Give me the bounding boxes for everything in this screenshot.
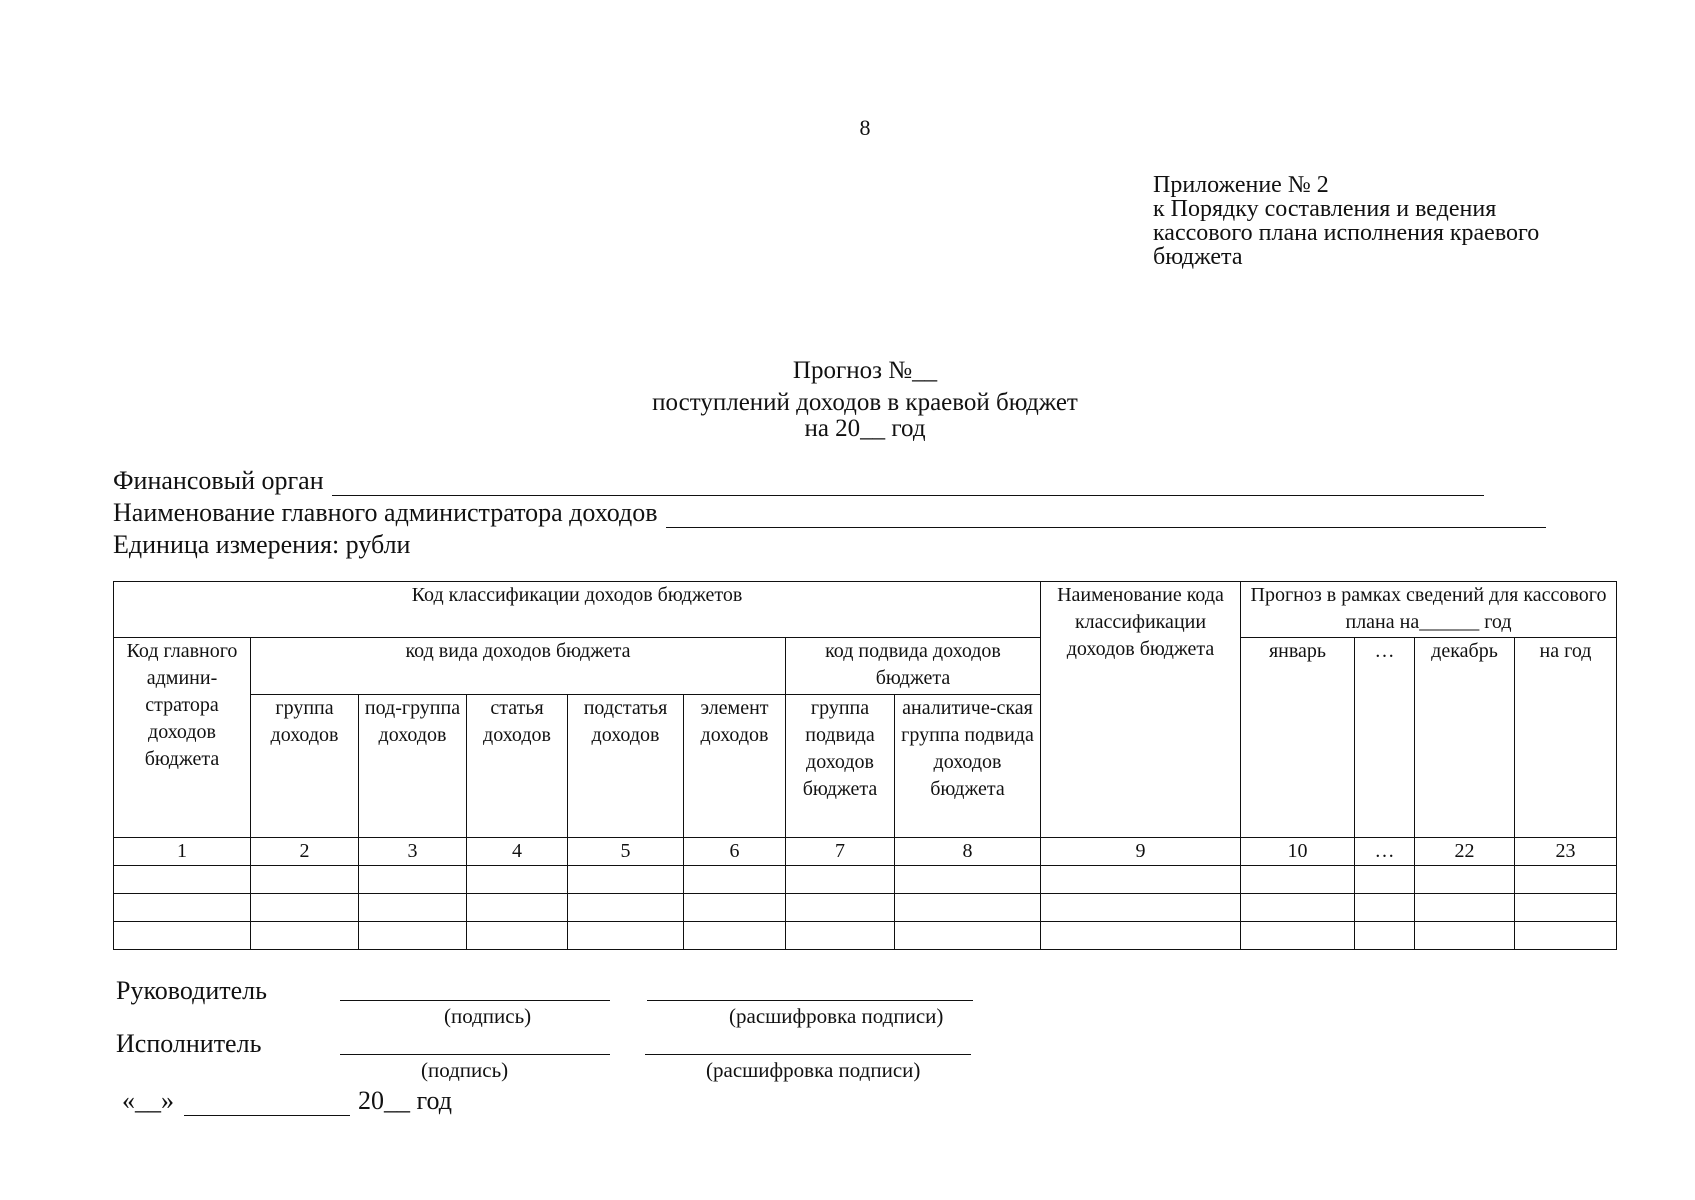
table-cell — [1515, 894, 1617, 922]
table-cell — [1241, 866, 1355, 894]
table-cell — [684, 894, 786, 922]
appendix-line-3: кассового плана исполнения краевого — [1153, 220, 1540, 246]
table-cell — [114, 866, 251, 894]
table-cell — [786, 894, 895, 922]
date-month-blank — [184, 1093, 350, 1116]
head-label: Руководитель — [116, 976, 267, 1005]
column-number: 9 — [1041, 838, 1241, 866]
header-income-element: элемент доходов — [684, 695, 786, 838]
table-cell — [1415, 866, 1515, 894]
header-income-group: группа доходов — [251, 695, 359, 838]
column-number: 23 — [1515, 838, 1617, 866]
header-december: декабрь — [1415, 638, 1515, 838]
appendix-line-2: к Порядку составления и ведения — [1153, 196, 1497, 222]
document-title: Прогноз №__ — [792, 357, 938, 384]
table-row — [114, 866, 1617, 894]
unit-label: Единица измерения: рубли — [113, 530, 411, 559]
document-subtitle: поступлений доходов в краевой бюджет — [652, 389, 1078, 416]
column-number: 8 — [895, 838, 1041, 866]
appendix-line-1: Приложение № 2 — [1153, 172, 1329, 198]
header-income-article: статья доходов — [467, 695, 568, 838]
table-cell — [1515, 922, 1617, 950]
head-signature-caption: (подпись) — [444, 1004, 532, 1028]
table-cell — [568, 894, 684, 922]
table-cell — [1355, 866, 1415, 894]
table-cell — [1415, 922, 1515, 950]
table-cell — [568, 866, 684, 894]
executor-label: Исполнитель — [116, 1029, 262, 1058]
column-number-row — [114, 838, 1617, 866]
table-row — [114, 922, 1617, 950]
table-cell — [786, 922, 895, 950]
column-number: 7 — [786, 838, 895, 866]
table-cell — [1041, 866, 1241, 894]
table-cell — [1515, 866, 1617, 894]
table-cell — [895, 922, 1041, 950]
table-cell — [895, 894, 1041, 922]
table-cell — [359, 866, 467, 894]
date-field — [122, 1086, 452, 1116]
executor-decoding-line — [645, 1054, 971, 1055]
table-cell — [467, 922, 568, 950]
header-kind-code: код вида доходов бюджета — [251, 638, 786, 695]
table-cell — [684, 866, 786, 894]
column-number: 4 — [467, 838, 568, 866]
column-number: 2 — [251, 838, 359, 866]
column-number: 6 — [684, 838, 786, 866]
finance-org-label: Финансовый орган — [113, 466, 324, 495]
table-cell — [1241, 922, 1355, 950]
table-cell — [114, 922, 251, 950]
page-number: 8 — [859, 115, 871, 140]
document-year: на 20__ год — [804, 415, 926, 442]
header-subkind-code: код подвида доходов бюджета — [786, 638, 1041, 695]
table-cell — [251, 894, 359, 922]
table-row — [114, 894, 1617, 922]
table-cell — [1355, 894, 1415, 922]
table-cell — [251, 922, 359, 950]
header-income-subgroup: под-группа доходов — [359, 695, 467, 838]
table-cell — [786, 866, 895, 894]
admin-name-blank — [666, 505, 1546, 528]
table-cell — [467, 894, 568, 922]
column-number: 10 — [1241, 838, 1355, 866]
table-cell — [359, 922, 467, 950]
header-forecast: Прогноз в рамках сведений для кассового плана на______ год — [1241, 582, 1617, 638]
head-decoding-caption: (расшифровка подписи) — [729, 1004, 944, 1028]
header-year-total: на год — [1515, 638, 1617, 838]
header-name: Наименование кода классификации доходов бюджета — [1041, 582, 1241, 838]
column-number: 1 — [114, 838, 251, 866]
admin-name-label: Наименование главного администратора доходов — [113, 498, 658, 527]
header-analytic-group: аналитиче-ская группа подвида доходов бюджета — [895, 695, 1041, 838]
head-signature-line — [340, 1000, 610, 1001]
table-cell — [684, 922, 786, 950]
table-cell — [1041, 894, 1241, 922]
table-cell — [1241, 894, 1355, 922]
header-subkind-group: группа подвида доходов бюджета — [786, 695, 895, 838]
executor-signature-line — [340, 1054, 610, 1055]
finance-org-blank — [332, 473, 1484, 496]
date-day: «__» — [122, 1086, 174, 1115]
column-number: 3 — [359, 838, 467, 866]
table-cell — [895, 866, 1041, 894]
admin-name-field — [113, 498, 1546, 528]
table-cell — [251, 866, 359, 894]
header-income-subarticle: подстатья доходов — [568, 695, 684, 838]
table-cell — [568, 922, 684, 950]
table-cell — [1355, 922, 1415, 950]
header-ellipsis: … — [1355, 638, 1415, 838]
unit-field — [113, 530, 410, 560]
column-number: 5 — [568, 838, 684, 866]
table-cell — [1415, 894, 1515, 922]
finance-org-field — [113, 466, 1484, 496]
appendix-line-4: бюджета — [1153, 244, 1243, 270]
executor-decoding-caption: (расшифровка подписи) — [706, 1058, 921, 1082]
date-year: 20__ год — [358, 1086, 452, 1115]
header-january: январь — [1241, 638, 1355, 838]
table-cell — [359, 894, 467, 922]
column-number: 22 — [1415, 838, 1515, 866]
head-decoding-line — [647, 1000, 973, 1001]
column-number: … — [1355, 838, 1415, 866]
executor-signature-caption: (подпись) — [421, 1058, 509, 1082]
header-admin-code: Код главного админи-стратора доходов бюджета — [114, 638, 251, 838]
appendix-note — [1153, 173, 1539, 269]
table-cell — [114, 894, 251, 922]
table-cell — [1041, 922, 1241, 950]
forecast-table — [113, 581, 1617, 950]
header-classification: Код классификации доходов бюджетов — [114, 582, 1041, 638]
table-cell — [467, 866, 568, 894]
